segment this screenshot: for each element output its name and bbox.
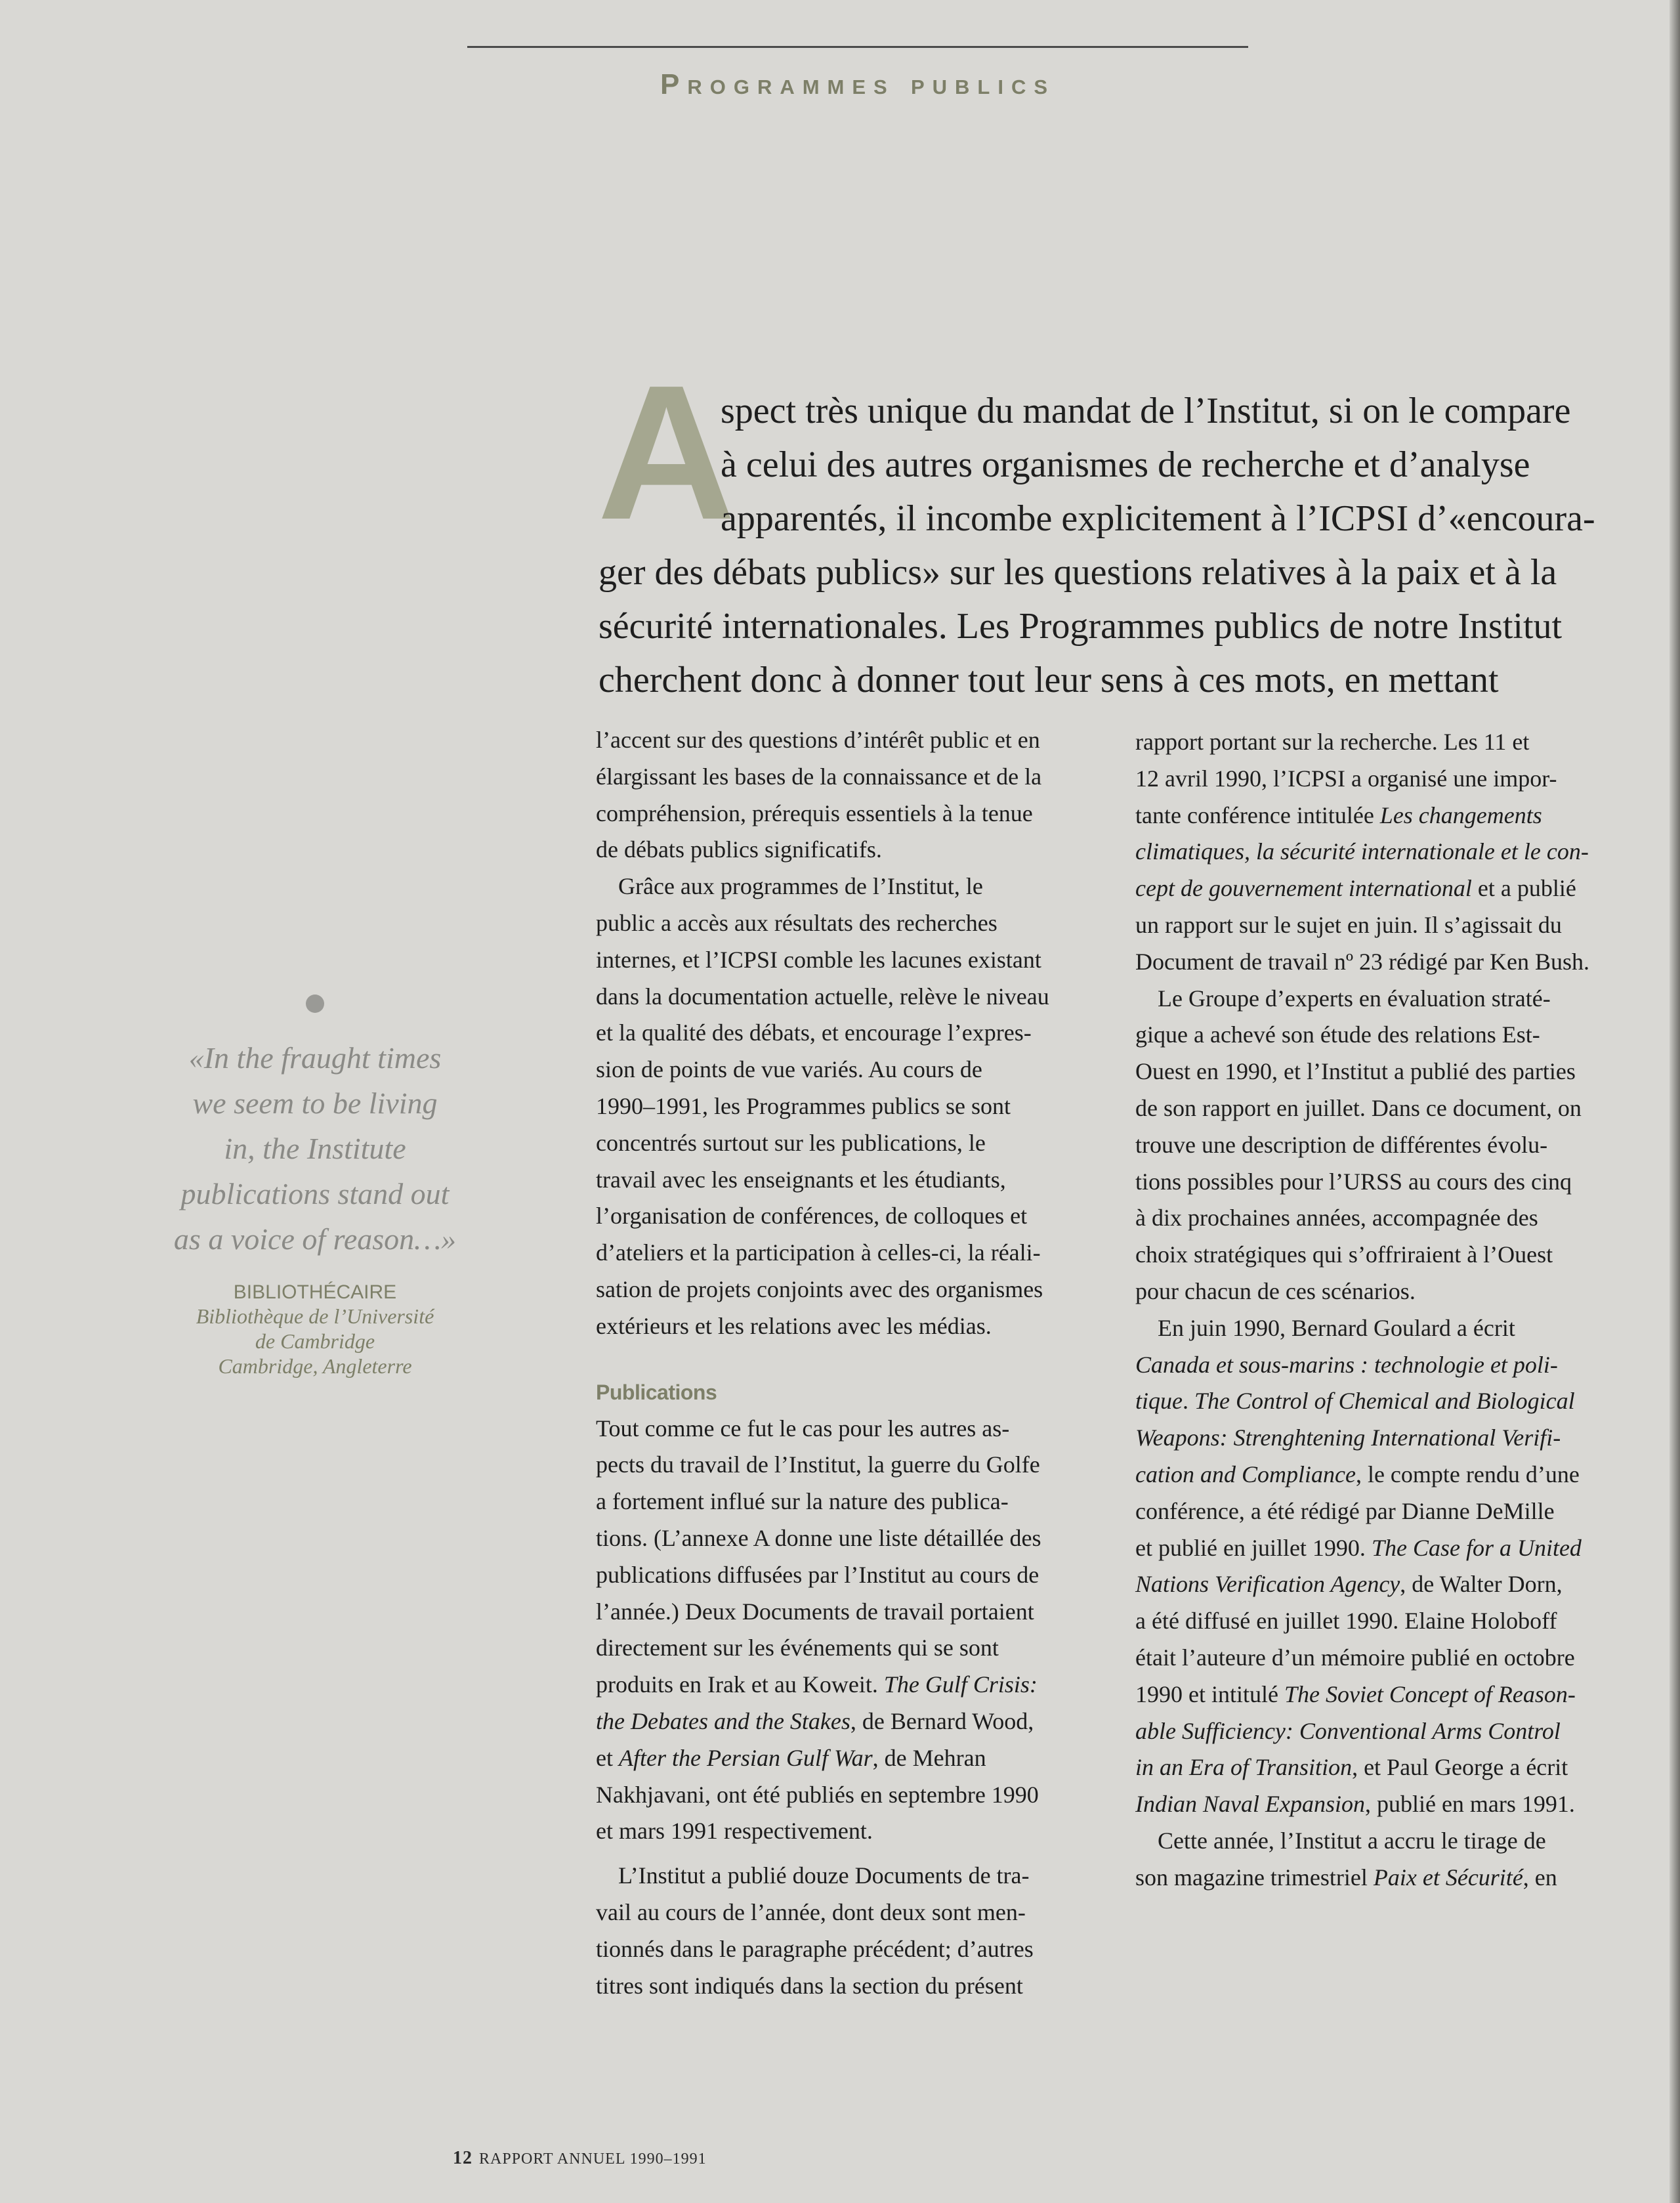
title-italic: The Soviet Concept of Reason- [1284, 1680, 1576, 1707]
quote-attribution-source [131, 1304, 499, 1379]
text-line: titres sont indiqués dans la section du présent [596, 1972, 1023, 1999]
text-line: un rapport sur le sujet en juin. Il s’agissait du [1135, 911, 1562, 938]
text-line: choix stratégiques qui s’offriraient à l’Ouest [1135, 1241, 1553, 1268]
bullet-dot-icon [306, 995, 324, 1013]
text-run: 1990 et intitulé [1135, 1680, 1284, 1707]
text-line [1135, 798, 1647, 834]
lead-line: sécurité internationales. Les Programmes publics de notre Institut [598, 606, 1563, 647]
text-line: trouve une description de différentes évolu- [1135, 1131, 1548, 1158]
text-line: concentrés surtout sur les publications, le [596, 1129, 986, 1156]
paragraph [1135, 1310, 1647, 1823]
lead-line: à celui des autres organismes de recherche et d’analyse [721, 444, 1530, 485]
text-line: a fortement influé sur la nature des publica- [596, 1488, 1009, 1515]
text-line [1135, 1786, 1647, 1823]
text-line: directement sur les événements qui se sont [596, 1635, 999, 1661]
title-italic: the Debates and the Stakes [596, 1707, 850, 1734]
left-text-column [596, 722, 1134, 2004]
text-line: Cette année, l’Institut a accru le tirage de [1158, 1827, 1546, 1854]
title-italic: cation and Compliance [1135, 1461, 1356, 1487]
text-run: et [596, 1744, 619, 1771]
quote-attribution-role: BIBLIOTHÉCAIRE [233, 1281, 397, 1303]
title-italic: Paix et Sécurité [1373, 1864, 1523, 1891]
text-line [1135, 834, 1647, 870]
text-line: de débats publics significatifs. [596, 836, 882, 863]
title-italic: cept de gouvernement international [1135, 875, 1472, 902]
text-line: extérieurs et les relations avec les médias. [596, 1312, 992, 1339]
footer-label: RAPPORT ANNUEL 1990–1991 [479, 2150, 707, 2168]
lead-line: cherchent donc à donner tout leur sens à ces mots, en mettant [598, 660, 1499, 700]
text-run: , publié en mars 1991. [1364, 1791, 1575, 1818]
source-line: de Cambridge [255, 1329, 375, 1353]
paragraph [596, 722, 1134, 868]
text-line: pects du travail de l’Institut, la guerre du Golfe [596, 1451, 1040, 1478]
text-line: d’ateliers et la participation à celles-ci, la réali- [596, 1239, 1041, 1266]
source-line: Bibliothèque de l’Université [196, 1304, 434, 1328]
text-line: pour chacun de ces scénarios. [1135, 1277, 1416, 1304]
text-run: tante conférence intitulée [1135, 802, 1380, 828]
text-line: était l’auteure d’un mémoire publié en octobre [1135, 1644, 1575, 1671]
text-run: , de Walter Dorn, [1400, 1571, 1563, 1598]
text-line [1135, 870, 1647, 907]
text-line [1135, 1383, 1647, 1420]
lead-line: spect très unique du mandat de l’Institut, si on le compare [721, 391, 1571, 431]
text-line: et la qualité des débats, et encourage l’expres- [596, 1019, 1032, 1046]
text-line [596, 1703, 1134, 1740]
header-rule [467, 46, 1248, 48]
text-line: Grâce aux programmes de l’Institut, le [618, 873, 983, 900]
text-run: . [1182, 1388, 1194, 1415]
text-line [1135, 1530, 1647, 1567]
text-line: public a accès aux résultats des recherches [596, 909, 998, 936]
drop-cap: A [597, 345, 736, 559]
paragraph [1135, 981, 1647, 1310]
text-line [1135, 1860, 1647, 1896]
title-italic: Weapons: Strenghtening International Verifi- [1135, 1424, 1561, 1451]
text-line: Tout comme ce fut le cas pour les autres as- [596, 1415, 1010, 1442]
text-run: produits en Irak et au Koweit. [596, 1671, 884, 1698]
text-run: son magazine trimestriel [1135, 1864, 1374, 1891]
text-line: rapport portant sur la recherche. Les 11 et [1135, 729, 1530, 755]
text-line [1135, 1457, 1647, 1493]
text-line: 1990–1991, les Programmes publics se sont [596, 1092, 1011, 1119]
title-italic: in an Era of Transition [1135, 1754, 1353, 1781]
text-line [1135, 1677, 1647, 1713]
title-italic: Nations Verification Agency [1135, 1571, 1400, 1598]
text-line: dans la documentation actuelle, relève le niveau [596, 983, 1049, 1010]
text-line [1135, 1347, 1647, 1384]
title-italic: able Sufficiency: Conventional Arms Control [1135, 1717, 1561, 1744]
text-line: à dix prochaines années, accompagnée des [1135, 1205, 1538, 1231]
paragraph [596, 868, 1134, 1344]
text-line: 12 avril 1990, l’ICPSI a organisé une impor- [1135, 765, 1557, 792]
text-line: tionnés dans le paragraphe précédent; d’autres [596, 1935, 1034, 1962]
text-line: tions possibles pour l’URSS au cours des cinq [1135, 1168, 1572, 1195]
pull-quote [131, 1035, 499, 1262]
text-line: de son rapport en juillet. Dans ce document, on [1135, 1094, 1582, 1121]
text-line [596, 1667, 1134, 1703]
text-run: et a publié [1471, 875, 1576, 902]
text-run: , de Bernard Wood, [850, 1707, 1034, 1734]
quote-line: we seem to be living [192, 1086, 438, 1120]
title-italic: The Control of Chemical and Biological [1194, 1388, 1575, 1415]
text-run: , le compte rendu d’une [1355, 1461, 1580, 1487]
subheading-publications: Publications [596, 1380, 717, 1404]
title-italic: The Gulf Crisis: [883, 1671, 1038, 1698]
right-text-column [1135, 724, 1647, 1896]
text-run: , en [1522, 1864, 1557, 1891]
text-run: et publié en juillet 1990. [1135, 1534, 1372, 1561]
text-line [1135, 1566, 1647, 1603]
source-line: Cambridge, Angleterre [218, 1354, 412, 1378]
text-line: publications diffusées par l’Institut au cours de [596, 1561, 1040, 1588]
text-line: Document de travail nº 23 rédigé par Ken Bush. [1135, 948, 1589, 975]
text-line: sion de points de vue variés. Au cours de [596, 1056, 982, 1083]
page-number: 12 [453, 2148, 472, 2168]
title-italic: Canada et sous-marins : technologie et poli- [1135, 1351, 1558, 1378]
text-line: l’organisation de conférences, de colloques et [596, 1203, 1028, 1230]
text-line: tions. (L’annexe A donne une liste détaillée des [596, 1524, 1041, 1551]
text-line [1135, 1749, 1647, 1786]
text-line: Nakhjavani, ont été publiés en septembre 1990 [596, 1781, 1039, 1808]
title-italic: After the Persian Gulf War [618, 1744, 873, 1771]
paragraph [1135, 1823, 1647, 1896]
quote-line: in, the Institute [224, 1132, 406, 1165]
title-italic: tique [1135, 1388, 1183, 1415]
page-footer [453, 2148, 707, 2169]
text-line [1135, 1420, 1647, 1457]
text-run: , et Paul George a écrit [1352, 1754, 1568, 1781]
text-line: internes, et l’ICPSI comble les lacunes existant [596, 946, 1041, 973]
paragraph [596, 1411, 1134, 1850]
text-line: gique a achevé son étude des relations Est- [1135, 1021, 1540, 1048]
text-line [596, 1740, 1134, 1777]
text-run: , de Mehran [872, 1744, 986, 1771]
pull-quote-sidebar [131, 995, 499, 1379]
quote-line: publications stand out [180, 1177, 450, 1210]
lead-line: ger des débats publics» sur les questions relatives à la paix et à la [598, 552, 1557, 593]
title-italic: Indian Naval Expansion [1135, 1791, 1365, 1818]
title-italic: Les changements [1379, 802, 1542, 828]
text-line: Le Groupe d’experts en évaluation straté- [1158, 985, 1551, 1012]
text-line: compréhension, prérequis essentiels à la tenue [596, 800, 1033, 826]
text-line: l’année.) Deux Documents de travail portaient [596, 1598, 1034, 1625]
text-line: a été diffusé en juillet 1990. Elaine Holoboff [1135, 1608, 1557, 1635]
quote-line: as a voice of reason…» [173, 1222, 457, 1256]
lead-paragraph [598, 384, 1642, 707]
text-line: sation de projets conjoints avec des organismes [596, 1275, 1043, 1302]
text-line: et mars 1991 respectivement. [596, 1818, 873, 1845]
text-line [1135, 1713, 1647, 1750]
section-title: Programmes publics [660, 68, 1056, 100]
text-line: élargissant les bases de la connaissance et de la [596, 763, 1042, 790]
text-line: Ouest en 1990, et l’Institut a publié des parties [1135, 1058, 1576, 1085]
text-line: vail au cours de l’année, dont deux sont men- [596, 1898, 1026, 1925]
lead-line: apparentés, il incombe explicitement à l’ICPSI d’«encoura- [721, 498, 1595, 539]
quote-line: «In the fraught times [188, 1041, 442, 1075]
text-line: l’accent sur des questions d’intérêt public et en [596, 727, 1040, 753]
title-italic: climatiques, la sécurité internationale et le con- [1135, 838, 1589, 865]
page-edge-shadow [1670, 0, 1680, 2203]
title-italic: The Case for a United [1371, 1534, 1582, 1561]
text-line: conférence, a été rédigé par Dianne DeMille [1135, 1497, 1555, 1524]
paragraph [1135, 724, 1647, 981]
text-line: L’Institut a publié douze Documents de tra- [618, 1862, 1030, 1889]
paragraph [596, 1858, 1134, 2004]
text-line: travail avec les enseignants et les étudiants, [596, 1166, 1006, 1193]
text-line: En juin 1990, Bernard Goulard a écrit [1158, 1314, 1515, 1341]
